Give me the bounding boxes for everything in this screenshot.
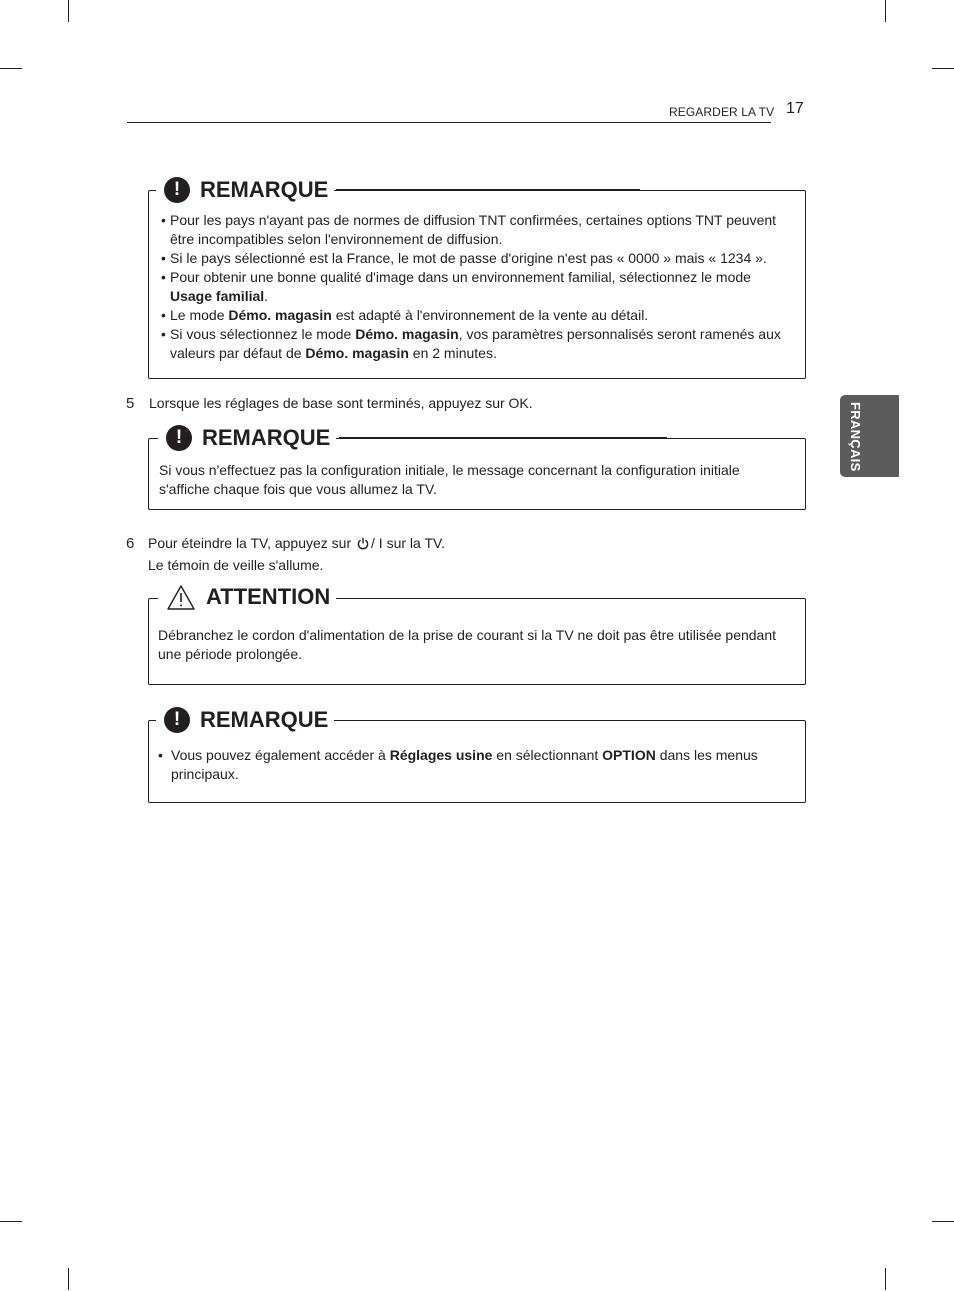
step-text-6 [148, 532, 445, 554]
crop-mark [885, 1268, 886, 1290]
exclamation-circle-icon: ! [164, 707, 190, 733]
crop-mark [932, 68, 954, 69]
crop-mark [885, 0, 886, 22]
step-text-6-line2: Le témoin de veille s'allume. [148, 557, 324, 573]
step-text-6-post: sur la TV. [386, 535, 445, 551]
list-item: • Si le pays sélectionné est la France, le mot de passe d'origine n'est pas « 0000 » mais « 1234 ». [161, 249, 795, 268]
attention-box-body: Débranchez le cordon d'alimentation de la prise de courant si la TV ne doit pas être utilisée pendant une période prolongée. [158, 627, 777, 662]
list-item: • Le mode Démo. magasin est adapté à l'environnement de la vente au détail. [161, 306, 795, 325]
header-rule [127, 122, 771, 123]
section-label: REGARDER LA TV [669, 105, 775, 119]
note-box-1-title-rule [336, 189, 640, 190]
page-number: 17 [786, 100, 804, 117]
crop-mark [68, 0, 69, 22]
power-symbol-suffix: / I [371, 535, 383, 551]
note-box-2-title: REMARQUE [202, 425, 331, 450]
note-box-2-header [158, 424, 336, 452]
attention-box-header [158, 583, 336, 611]
warning-triangle-icon [166, 584, 196, 611]
note-box-2-body: Si vous n'effectuez pas la configuration initiale, le message concernant la configuration initiale s'affiche chaque fois que vous allumez la TV. [159, 462, 740, 497]
step-text-6-pre: Pour éteindre la TV, appuyez sur [148, 535, 352, 551]
exclamation-circle-icon: ! [166, 425, 192, 451]
list-item: • Vous pouvez également accéder à Réglages usine en sélectionnant OPTION dans les menus principaux. [158, 746, 788, 784]
list-item: • Si vous sélectionnez le mode Démo. magasin, vos paramètres personnalisés seront ramenés aux valeurs par défaut de Démo. magasin en 2 minutes. [161, 325, 795, 363]
note-box-2-title-rule [339, 437, 667, 438]
list-item: • Pour les pays n'ayant pas de normes de diffusion TNT confirmées, certaines options TNT peuvent être incompatibles selon l'environnement de diffusion. [161, 211, 795, 249]
crop-mark [0, 1221, 22, 1222]
note-box-3-title: REMARQUE [200, 707, 329, 732]
crop-mark [932, 1221, 954, 1222]
note-box-3-header [156, 706, 334, 734]
attention-box-title: ATTENTION [206, 584, 331, 609]
step-number-6: 6 [126, 535, 135, 552]
crop-mark [0, 68, 22, 69]
language-tab-label: FRANÇAIS [848, 402, 863, 472]
crop-mark [68, 1268, 69, 1290]
step-text-5: Lorsque les réglages de base sont terminés, appuyez sur OK. [149, 395, 533, 411]
note-box-1-body [161, 211, 795, 363]
exclamation-circle-icon: ! [164, 177, 190, 203]
language-tab [840, 395, 899, 477]
step-number-5: 5 [126, 395, 135, 412]
power-icon [357, 537, 369, 550]
note-box-1-title: REMARQUE [200, 177, 329, 202]
list-item: • Pour obtenir une bonne qualité d'image dans un environnement familial, sélectionnez le mode Usage familial. [161, 268, 795, 306]
note-box-1-header [156, 176, 334, 204]
note-box-3-body [158, 746, 788, 784]
